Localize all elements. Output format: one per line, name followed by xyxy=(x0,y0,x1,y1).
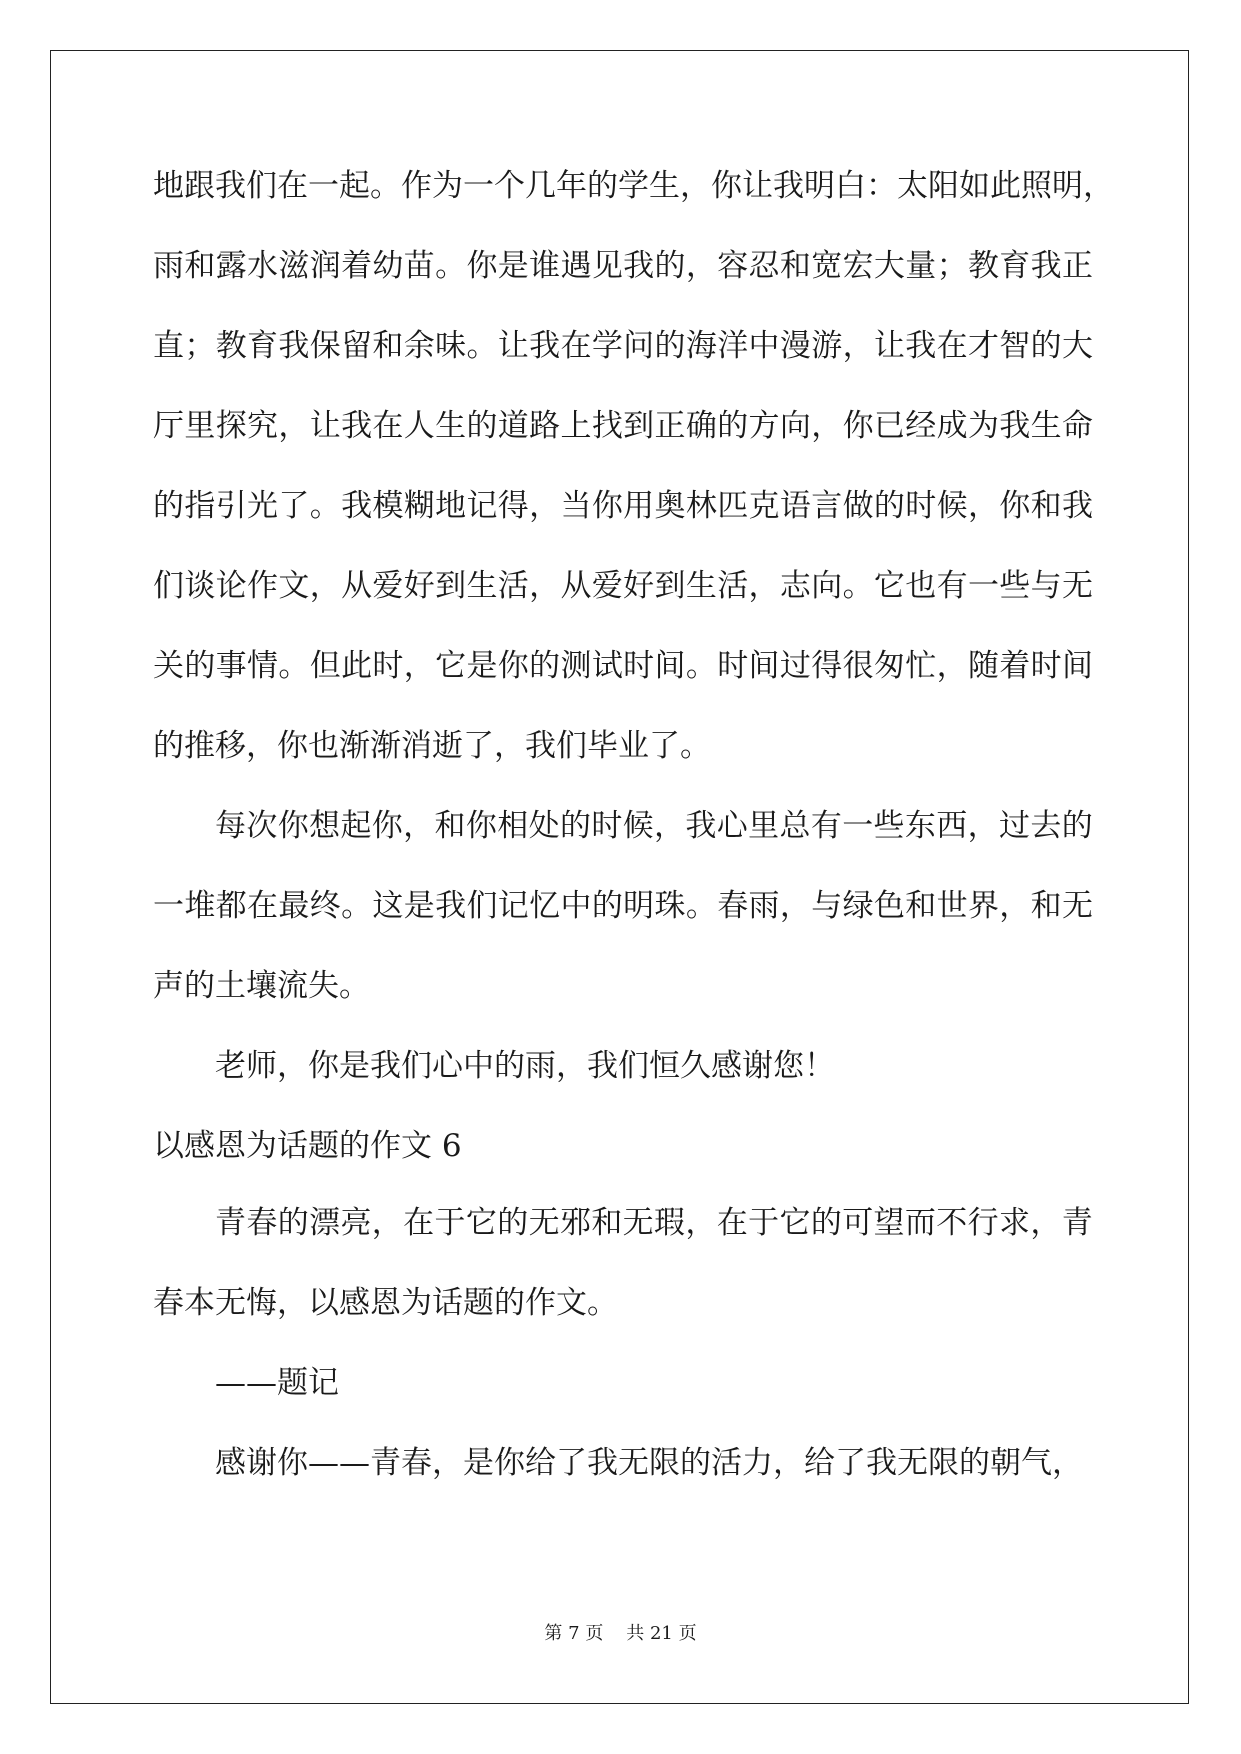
paragraph-line: 声的土壤流失。 xyxy=(153,968,370,1004)
page-number: 第 7 页 xyxy=(544,1623,604,1644)
paragraph-line: 厅 里 探 究 ， 让 我 在 人 生 的 道 路 上 找 到 正 确 的 方 向 ， 你 已 经 成 为 我 生 命 xyxy=(153,408,1093,444)
section-heading: 以感恩为话题的作文 6 xyxy=(153,1128,462,1164)
page-footer xyxy=(0,1623,1241,1645)
paragraph-line: 直 ； 教 育 我 保 留 和 余 味 。 让 我 在 学 问 的 海 洋 中 漫 游 ， 让 我 在 才 智 的 大 xyxy=(153,328,1093,364)
paragraph-line: 的推移，你也渐渐消逝了，我们毕业了。 xyxy=(153,728,711,764)
paragraph-line: 地 跟 我 们 在 一 起 。 作 为 一 个 几 年 的 学 生 ， 你 让 我 明 白 ： 太 阳 如 此 照 明 ， xyxy=(153,168,1114,204)
paragraph-line: 关 的 事 情 。 但 此 时 ， 它 是 你 的 测 试 时 间 。 时 间 过 得 很 匆 忙 ， 随 着 时 间 xyxy=(153,648,1093,684)
paragraph-line: 的 指 引 光 了 。 我 模 糊 地 记 得 ， 当 你 用 奥 林 匹 克 语 言 做 的 时 候 ， 你 和 我 xyxy=(153,488,1093,524)
paragraph-line: 每 次 你 想 起 你 ， 和 你 相 处 的 时 候 ， 我 心 里 总 有 一 些 东 西 ， 过 去 的 xyxy=(215,808,1093,844)
paragraph-line: 青 春 的 漂 亮 ， 在 于 它 的 无 邪 和 无 瑕 ， 在 于 它 的 可 望 而 不 行 求 ， 青 xyxy=(215,1205,1093,1241)
document-body xyxy=(153,166,1114,1523)
paragraph-line: 雨 和 露 水 滋 润 着 幼 苗 。 你 是 谁 遇 见 我 的 ， 容 忍 和 宽 宏 大 量 ； 教 育 我 正 xyxy=(153,248,1093,284)
paragraph-line: 春本无悔，以感恩为话题的作文。 xyxy=(153,1285,618,1321)
paragraph-line: 老师，你是我们心中的雨，我们恒久感谢您！ xyxy=(215,1048,835,1084)
paragraph-line: 感谢你——青春，是你给了我无限的活力，给了我无限的朝气， xyxy=(215,1445,1083,1481)
paragraph-line: 们 谈 论 作 文 ， 从 爱 好 到 生 活 ， 从 爱 好 到 生 活 ， 志 向 。 它 也 有 一 些 与 无 xyxy=(153,568,1093,604)
paragraph-line: ——题记 xyxy=(215,1365,339,1401)
page-total: 共 21 页 xyxy=(626,1623,697,1644)
paragraph-line: 一 堆 都 在 最 终 。 这 是 我 们 记 忆 中 的 明 珠 。 春 雨 ， 与 绿 色 和 世 界 ， 和 无 xyxy=(153,888,1093,924)
